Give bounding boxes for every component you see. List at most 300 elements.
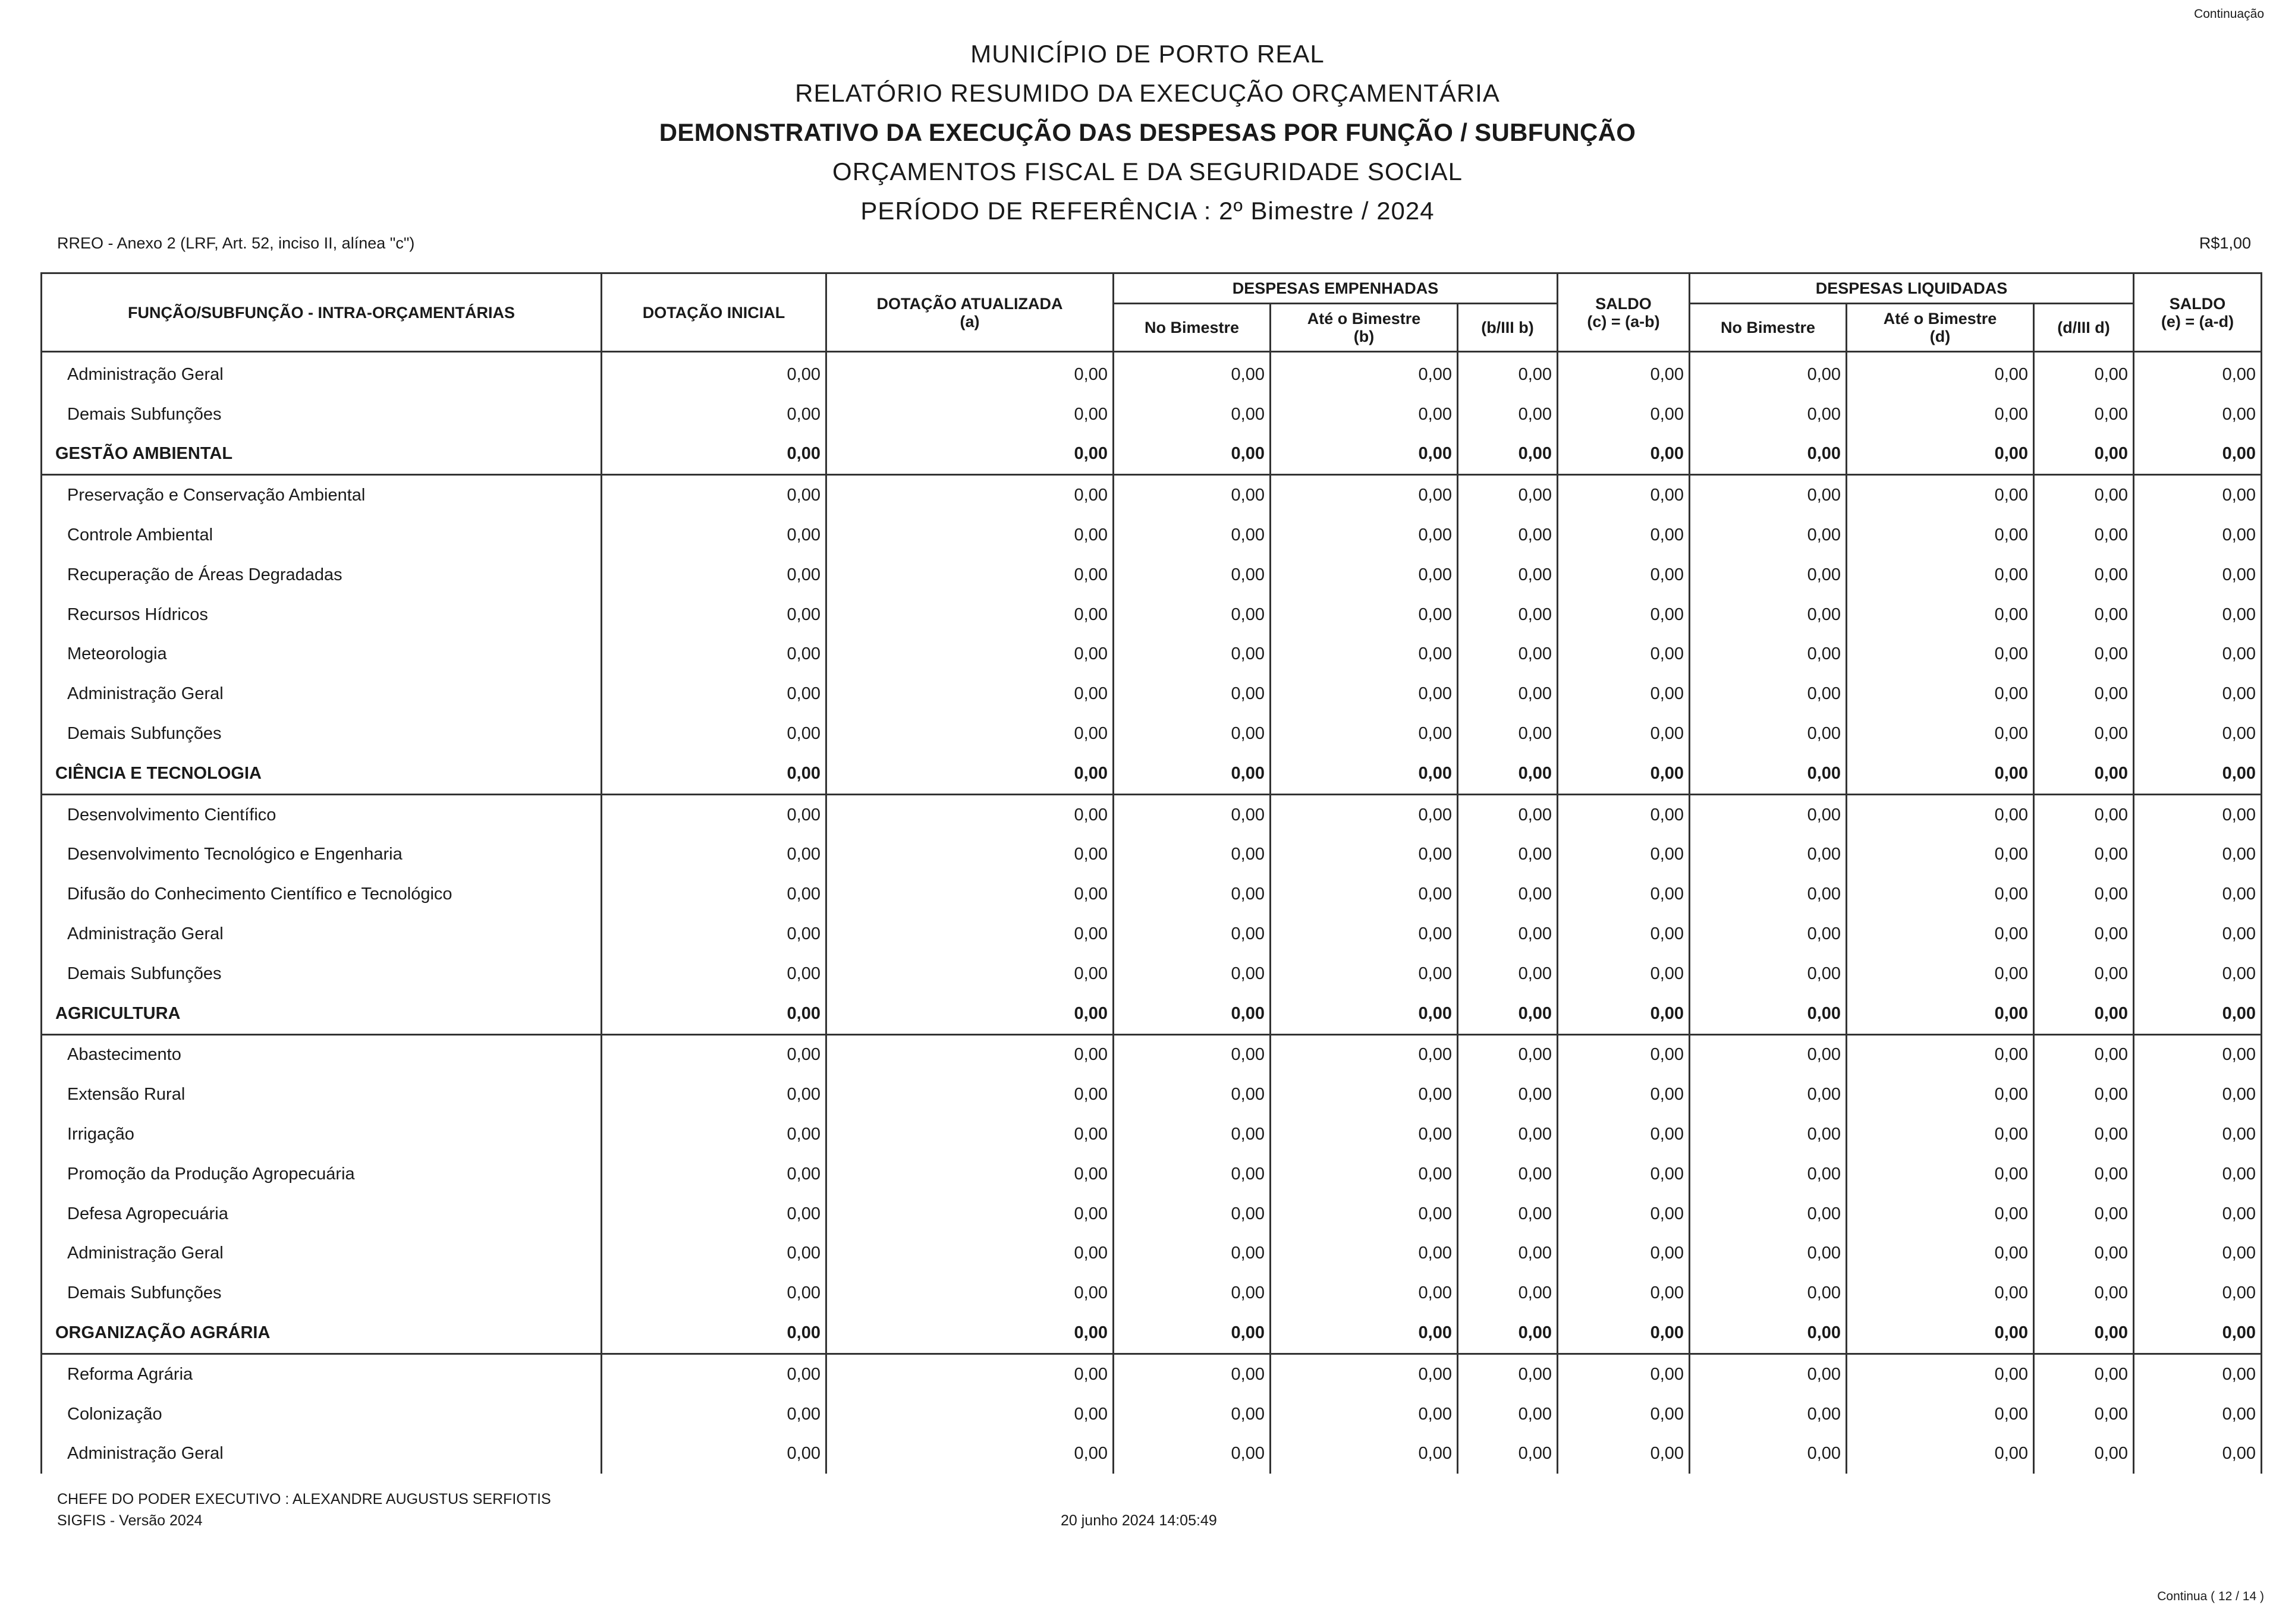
subfunction-label: Promoção da Produção Agropecuária — [42, 1154, 602, 1194]
header-dotacao-atualizada-label: DOTAÇÃO ATUALIZADA — [876, 294, 1063, 313]
subfunction-row — [42, 1154, 2262, 1194]
value-cell: 0,00 — [1558, 1075, 1690, 1115]
value-cell: 0,00 — [2134, 1434, 2262, 1474]
value-cell: 0,00 — [1847, 794, 2034, 835]
value-cell: 0,00 — [602, 1354, 826, 1394]
value-cell: 0,00 — [1458, 635, 1558, 675]
value-cell: 0,00 — [602, 1154, 826, 1194]
value-cell: 0,00 — [1458, 1194, 1558, 1234]
header-emp-ate-bimestre — [1271, 304, 1458, 352]
value-cell: 0,00 — [2134, 1234, 2262, 1274]
value-cell: 0,00 — [1690, 515, 1847, 555]
value-cell: 0,00 — [1558, 1313, 1690, 1354]
value-cell: 0,00 — [1558, 794, 1690, 835]
value-cell: 0,00 — [1458, 555, 1558, 595]
subfunction-label: Recursos Hídricos — [42, 595, 602, 635]
value-cell: 0,00 — [2034, 475, 2134, 515]
header-b-iii: (b/III b) — [1458, 304, 1558, 352]
value-cell: 0,00 — [2134, 635, 2262, 675]
value-cell: 0,00 — [1114, 1075, 1271, 1115]
value-cell: 0,00 — [1458, 1313, 1558, 1354]
value-cell: 0,00 — [1847, 874, 2034, 914]
value-cell: 0,00 — [1458, 874, 1558, 914]
value-cell: 0,00 — [2034, 1194, 2134, 1234]
value-cell: 0,00 — [1114, 352, 1271, 395]
value-cell: 0,00 — [1114, 674, 1271, 714]
value-cell: 0,00 — [1114, 555, 1271, 595]
subfunction-row — [42, 1434, 2262, 1474]
value-cell: 0,00 — [1690, 595, 1847, 635]
value-cell: 0,00 — [2034, 1313, 2134, 1354]
function-total-row — [42, 994, 2262, 1034]
value-cell: 0,00 — [1558, 395, 1690, 435]
value-cell: 0,00 — [1271, 674, 1458, 714]
value-cell: 0,00 — [826, 1234, 1114, 1274]
value-cell: 0,00 — [1847, 914, 2034, 954]
value-cell: 0,00 — [2134, 994, 2262, 1034]
value-cell: 0,00 — [826, 395, 1114, 435]
function-label: ORGANIZAÇÃO AGRÁRIA — [42, 1313, 602, 1354]
subfunction-label: Administração Geral — [42, 914, 602, 954]
value-cell: 0,00 — [1114, 1034, 1271, 1075]
value-cell: 0,00 — [1458, 1075, 1558, 1115]
value-cell: 0,00 — [826, 515, 1114, 555]
value-cell: 0,00 — [2134, 1154, 2262, 1194]
value-cell: 0,00 — [1690, 994, 1847, 1034]
value-cell: 0,00 — [1558, 595, 1690, 635]
value-cell: 0,00 — [1558, 674, 1690, 714]
value-cell: 0,00 — [602, 754, 826, 794]
function-total-row — [42, 1313, 2262, 1354]
generated-timestamp: 20 junho 2024 14:05:49 — [1061, 1512, 1217, 1529]
value-cell: 0,00 — [1558, 1273, 1690, 1313]
subfunction-label: Administração Geral — [42, 1234, 602, 1274]
value-cell: 0,00 — [1558, 835, 1690, 875]
value-cell: 0,00 — [826, 1034, 1114, 1075]
value-cell: 0,00 — [1558, 1434, 1690, 1474]
value-cell: 0,00 — [1114, 635, 1271, 675]
value-cell: 0,00 — [602, 954, 826, 994]
value-cell: 0,00 — [1114, 794, 1271, 835]
value-cell: 0,00 — [826, 555, 1114, 595]
value-cell: 0,00 — [1690, 635, 1847, 675]
subfunction-row — [42, 1194, 2262, 1234]
value-cell: 0,00 — [1847, 635, 2034, 675]
subfunction-row — [42, 954, 2262, 994]
value-cell: 0,00 — [1271, 475, 1458, 515]
value-cell: 0,00 — [1690, 395, 1847, 435]
subfunction-row — [42, 352, 2262, 395]
header-liq-no-bimestre: No Bimestre — [1690, 304, 1847, 352]
value-cell: 0,00 — [1847, 1034, 2034, 1075]
value-cell: 0,00 — [2034, 994, 2134, 1034]
value-cell: 0,00 — [602, 1115, 826, 1154]
subfunction-row — [42, 515, 2262, 555]
value-cell: 0,00 — [1271, 1034, 1458, 1075]
value-cell: 0,00 — [1847, 1395, 2034, 1434]
value-cell: 0,00 — [1847, 1273, 2034, 1313]
value-cell: 0,00 — [2134, 954, 2262, 994]
header-despesas-empenhadas: DESPESAS EMPENHADAS — [1114, 273, 1558, 304]
subfunction-label: Administração Geral — [42, 1434, 602, 1474]
value-cell: 0,00 — [1690, 874, 1847, 914]
value-cell: 0,00 — [1458, 754, 1558, 794]
function-label: GESTÃO AMBIENTAL — [42, 435, 602, 475]
value-cell: 0,00 — [602, 1194, 826, 1234]
budget-subtitle: ORÇAMENTOS FISCAL E DA SEGURIDADE SOCIAL — [832, 158, 1463, 185]
value-cell: 0,00 — [1458, 1395, 1558, 1434]
page-counter: Continua ( 12 / 14 ) — [2157, 1590, 2264, 1603]
value-cell: 0,00 — [1114, 595, 1271, 635]
value-cell: 0,00 — [1690, 1115, 1847, 1154]
subfunction-row — [42, 794, 2262, 835]
subfunction-label: Colonização — [42, 1395, 602, 1434]
value-cell: 0,00 — [2134, 914, 2262, 954]
value-cell: 0,00 — [2034, 555, 2134, 595]
value-cell: 0,00 — [2134, 435, 2262, 475]
value-cell: 0,00 — [1458, 1154, 1558, 1194]
value-cell: 0,00 — [1458, 954, 1558, 994]
subfunction-row — [42, 635, 2262, 675]
subfunction-label: Desenvolvimento Tecnológico e Engenharia — [42, 835, 602, 875]
value-cell: 0,00 — [1271, 794, 1458, 835]
header-emp-no-bimestre: No Bimestre — [1114, 304, 1271, 352]
value-cell: 0,00 — [602, 874, 826, 914]
value-cell: 0,00 — [1458, 714, 1558, 754]
value-cell: 0,00 — [2034, 1234, 2134, 1274]
statement-title: DEMONSTRATIVO DA EXECUÇÃO DAS DESPESAS POR FUNÇÃO / SUBFUNÇÃO — [659, 118, 1636, 146]
value-cell: 0,00 — [1114, 1154, 1271, 1194]
value-cell: 0,00 — [1847, 395, 2034, 435]
value-cell: 0,00 — [1114, 874, 1271, 914]
value-cell: 0,00 — [1690, 914, 1847, 954]
value-cell: 0,00 — [826, 754, 1114, 794]
subfunction-row — [42, 1273, 2262, 1313]
function-label: AGRICULTURA — [42, 994, 602, 1034]
value-cell: 0,00 — [2034, 794, 2134, 835]
subfunction-label: Recuperação de Áreas Degradadas — [42, 555, 602, 595]
value-cell: 0,00 — [1114, 1354, 1271, 1394]
value-cell: 0,00 — [1558, 515, 1690, 555]
value-cell: 0,00 — [1458, 794, 1558, 835]
header-liq-ate-label: Até o Bimestre — [1883, 310, 1997, 328]
value-cell: 0,00 — [826, 1273, 1114, 1313]
value-cell: 0,00 — [1847, 475, 2034, 515]
value-cell: 0,00 — [2134, 714, 2262, 754]
value-cell: 0,00 — [1690, 352, 1847, 395]
value-cell: 0,00 — [1114, 1234, 1271, 1274]
value-cell: 0,00 — [826, 954, 1114, 994]
value-cell: 0,00 — [1114, 754, 1271, 794]
value-cell: 0,00 — [1558, 994, 1690, 1034]
value-cell: 0,00 — [826, 1313, 1114, 1354]
value-cell: 0,00 — [602, 395, 826, 435]
value-cell: 0,00 — [602, 674, 826, 714]
value-cell: 0,00 — [2034, 1034, 2134, 1075]
value-cell: 0,00 — [826, 1075, 1114, 1115]
function-total-row — [42, 435, 2262, 475]
value-cell: 0,00 — [1558, 1154, 1690, 1194]
value-cell: 0,00 — [1558, 435, 1690, 475]
value-cell: 0,00 — [1114, 475, 1271, 515]
value-cell: 0,00 — [1271, 1434, 1458, 1474]
expenses-table — [40, 272, 2262, 1474]
report-title-block — [0, 34, 2295, 231]
value-cell: 0,00 — [1690, 1154, 1847, 1194]
value-cell: 0,00 — [1114, 1194, 1271, 1234]
value-cell: 0,00 — [2134, 874, 2262, 914]
value-cell: 0,00 — [2134, 1273, 2262, 1313]
value-cell: 0,00 — [2134, 1354, 2262, 1394]
value-cell: 0,00 — [602, 714, 826, 754]
function-label: CIÊNCIA E TECNOLOGIA — [42, 754, 602, 794]
value-cell: 0,00 — [1558, 914, 1690, 954]
value-cell: 0,00 — [2134, 835, 2262, 875]
subfunction-label: Preservação e Conservação Ambiental — [42, 475, 602, 515]
subfunction-label: Demais Subfunções — [42, 1273, 602, 1313]
value-cell: 0,00 — [2134, 1115, 2262, 1154]
header-saldo-e — [2134, 273, 2262, 352]
value-cell: 0,00 — [1847, 1234, 2034, 1274]
header-liq-ate-sub: (d) — [1929, 328, 1951, 345]
header-funcao: FUNÇÃO/SUBFUNÇÃO - INTRA-ORÇAMENTÁRIAS — [42, 273, 602, 352]
value-cell: 0,00 — [1458, 515, 1558, 555]
value-cell: 0,00 — [1458, 914, 1558, 954]
value-cell: 0,00 — [1847, 674, 2034, 714]
municipality-title: MUNICÍPIO DE PORTO REAL — [970, 40, 1325, 68]
value-cell: 0,00 — [2034, 954, 2134, 994]
value-cell: 0,00 — [1558, 352, 1690, 395]
value-cell: 0,00 — [1458, 994, 1558, 1034]
annex-reference: RREO - Anexo 2 (LRF, Art. 52, inciso II, alínea "c") — [57, 234, 415, 252]
value-cell: 0,00 — [1690, 794, 1847, 835]
value-cell: 0,00 — [1690, 835, 1847, 875]
value-cell: 0,00 — [602, 1234, 826, 1274]
value-cell: 0,00 — [1458, 395, 1558, 435]
value-cell: 0,00 — [1458, 1115, 1558, 1154]
value-cell: 0,00 — [1114, 994, 1271, 1034]
value-cell: 0,00 — [602, 515, 826, 555]
value-cell: 0,00 — [2134, 475, 2262, 515]
header-liq-ate-bimestre — [1847, 304, 2034, 352]
subfunction-label: Defesa Agropecuária — [42, 1194, 602, 1234]
value-cell: 0,00 — [2134, 555, 2262, 595]
value-cell: 0,00 — [1690, 475, 1847, 515]
value-cell: 0,00 — [602, 1034, 826, 1075]
value-cell: 0,00 — [1690, 1075, 1847, 1115]
value-cell: 0,00 — [826, 674, 1114, 714]
subfunction-label: Controle Ambiental — [42, 515, 602, 555]
value-cell: 0,00 — [602, 475, 826, 515]
value-cell: 0,00 — [1690, 1273, 1847, 1313]
value-cell: 0,00 — [1690, 435, 1847, 475]
value-cell: 0,00 — [2034, 1154, 2134, 1194]
value-cell: 0,00 — [826, 794, 1114, 835]
value-cell: 0,00 — [1114, 1434, 1271, 1474]
value-cell: 0,00 — [1847, 595, 2034, 635]
value-cell: 0,00 — [1271, 874, 1458, 914]
value-cell: 0,00 — [1847, 1434, 2034, 1474]
value-cell: 0,00 — [1847, 835, 2034, 875]
value-cell: 0,00 — [1458, 352, 1558, 395]
value-cell: 0,00 — [1271, 954, 1458, 994]
value-cell: 0,00 — [1458, 1354, 1558, 1394]
value-cell: 0,00 — [826, 874, 1114, 914]
continuation-label: Continuação — [2194, 7, 2264, 21]
subfunction-row — [42, 914, 2262, 954]
value-cell: 0,00 — [826, 835, 1114, 875]
reference-period: PERÍODO DE REFERÊNCIA : 2º Bimestre / 2024 — [860, 197, 1435, 225]
subfunction-label: Meteorologia — [42, 635, 602, 675]
value-cell: 0,00 — [826, 595, 1114, 635]
value-cell: 0,00 — [1558, 754, 1690, 794]
value-cell: 0,00 — [2034, 1354, 2134, 1394]
value-cell: 0,00 — [826, 714, 1114, 754]
value-cell: 0,00 — [602, 1313, 826, 1354]
header-despesas-liquidadas: DESPESAS LIQUIDADAS — [1690, 273, 2134, 304]
subfunction-row — [42, 595, 2262, 635]
value-cell: 0,00 — [1271, 555, 1458, 595]
value-cell: 0,00 — [2034, 714, 2134, 754]
value-cell: 0,00 — [2034, 1273, 2134, 1313]
subfunction-row — [42, 1395, 2262, 1434]
value-cell: 0,00 — [602, 555, 826, 595]
value-cell: 0,00 — [1558, 874, 1690, 914]
value-cell: 0,00 — [2134, 352, 2262, 395]
value-cell: 0,00 — [1271, 1313, 1458, 1354]
value-cell: 0,00 — [1271, 1075, 1458, 1115]
value-cell: 0,00 — [2034, 914, 2134, 954]
value-cell: 0,00 — [1847, 1075, 2034, 1115]
subfunction-label: Irrigação — [42, 1115, 602, 1154]
header-emp-ate-label: Até o Bimestre — [1307, 310, 1421, 328]
value-cell: 0,00 — [1271, 435, 1458, 475]
value-cell: 0,00 — [1458, 475, 1558, 515]
value-cell: 0,00 — [602, 835, 826, 875]
subfunction-label: Administração Geral — [42, 352, 602, 395]
chief-executive: CHEFE DO PODER EXECUTIVO : ALEXANDRE AUGUSTUS SERFIOTIS — [57, 1491, 551, 1507]
subfunction-row — [42, 555, 2262, 595]
value-cell: 0,00 — [1114, 395, 1271, 435]
value-cell: 0,00 — [1114, 1273, 1271, 1313]
value-cell: 0,00 — [1271, 754, 1458, 794]
value-cell: 0,00 — [1458, 1034, 1558, 1075]
value-cell: 0,00 — [1271, 395, 1458, 435]
subfunction-row — [42, 1354, 2262, 1394]
subfunction-row — [42, 674, 2262, 714]
value-cell: 0,00 — [1558, 1234, 1690, 1274]
value-cell: 0,00 — [2134, 1194, 2262, 1234]
value-cell: 0,00 — [2034, 635, 2134, 675]
value-cell: 0,00 — [1458, 1434, 1558, 1474]
value-cell: 0,00 — [1558, 1395, 1690, 1434]
value-cell: 0,00 — [1690, 954, 1847, 994]
subfunction-row — [42, 835, 2262, 875]
subfunction-row — [42, 395, 2262, 435]
subfunction-row — [42, 1234, 2262, 1274]
value-cell: 0,00 — [2134, 395, 2262, 435]
value-cell: 0,00 — [1458, 674, 1558, 714]
value-cell: 0,00 — [1271, 595, 1458, 635]
value-cell: 0,00 — [1847, 555, 2034, 595]
value-cell: 0,00 — [826, 994, 1114, 1034]
value-cell: 0,00 — [1271, 1234, 1458, 1274]
value-cell: 0,00 — [1114, 714, 1271, 754]
value-cell: 0,00 — [1271, 835, 1458, 875]
subfunction-row — [42, 714, 2262, 754]
value-cell: 0,00 — [1114, 1395, 1271, 1434]
value-cell: 0,00 — [1690, 1034, 1847, 1075]
subfunction-row — [42, 1034, 2262, 1075]
subfunction-label: Reforma Agrária — [42, 1354, 602, 1394]
value-cell: 0,00 — [2034, 1075, 2134, 1115]
subfunction-label: Abastecimento — [42, 1034, 602, 1075]
value-cell: 0,00 — [1271, 1154, 1458, 1194]
value-cell: 0,00 — [1271, 635, 1458, 675]
value-cell: 0,00 — [826, 1434, 1114, 1474]
value-cell: 0,00 — [2034, 674, 2134, 714]
value-cell: 0,00 — [1558, 635, 1690, 675]
value-cell: 0,00 — [826, 475, 1114, 515]
value-cell: 0,00 — [1690, 754, 1847, 794]
value-cell: 0,00 — [1690, 1194, 1847, 1234]
header-saldo-e-label: SALDO — [2169, 294, 2226, 313]
header-saldo-c-formula: (c) = (a-b) — [1587, 312, 1660, 331]
value-cell: 0,00 — [2134, 515, 2262, 555]
value-cell: 0,00 — [2034, 395, 2134, 435]
value-cell: 0,00 — [826, 635, 1114, 675]
value-cell: 0,00 — [602, 595, 826, 635]
value-cell: 0,00 — [1690, 555, 1847, 595]
value-cell: 0,00 — [1114, 954, 1271, 994]
subfunction-label: Demais Subfunções — [42, 954, 602, 994]
subfunction-label: Extensão Rural — [42, 1075, 602, 1115]
value-cell: 0,00 — [2034, 835, 2134, 875]
header-saldo-e-formula: (e) = (a-d) — [2161, 312, 2234, 331]
value-cell: 0,00 — [1847, 515, 2034, 555]
subfunction-row — [42, 1075, 2262, 1115]
value-cell: 0,00 — [2134, 754, 2262, 794]
value-cell: 0,00 — [602, 1395, 826, 1434]
header-dotacao-atualizada-sub: (a) — [960, 312, 980, 331]
value-cell: 0,00 — [602, 435, 826, 475]
value-cell: 0,00 — [1558, 475, 1690, 515]
value-cell: 0,00 — [2034, 1434, 2134, 1474]
value-cell: 0,00 — [2134, 595, 2262, 635]
value-cell: 0,00 — [1847, 994, 2034, 1034]
currency-unit: R$1,00 — [2199, 234, 2251, 252]
value-cell: 0,00 — [1458, 1234, 1558, 1274]
value-cell: 0,00 — [1558, 1115, 1690, 1154]
value-cell: 0,00 — [1271, 1115, 1458, 1154]
value-cell: 0,00 — [1271, 1194, 1458, 1234]
subfunction-row — [42, 1115, 2262, 1154]
value-cell: 0,00 — [602, 635, 826, 675]
value-cell: 0,00 — [1690, 674, 1847, 714]
value-cell: 0,00 — [826, 352, 1114, 395]
value-cell: 0,00 — [1271, 994, 1458, 1034]
value-cell: 0,00 — [1458, 595, 1558, 635]
value-cell: 0,00 — [1847, 954, 2034, 994]
value-cell: 0,00 — [2134, 794, 2262, 835]
value-cell: 0,00 — [1271, 1395, 1458, 1434]
value-cell: 0,00 — [1847, 1194, 2034, 1234]
value-cell: 0,00 — [2134, 1313, 2262, 1354]
header-saldo-c-label: SALDO — [1595, 294, 1652, 313]
value-cell: 0,00 — [1847, 1115, 2034, 1154]
value-cell: 0,00 — [826, 1115, 1114, 1154]
value-cell: 0,00 — [2134, 1075, 2262, 1115]
